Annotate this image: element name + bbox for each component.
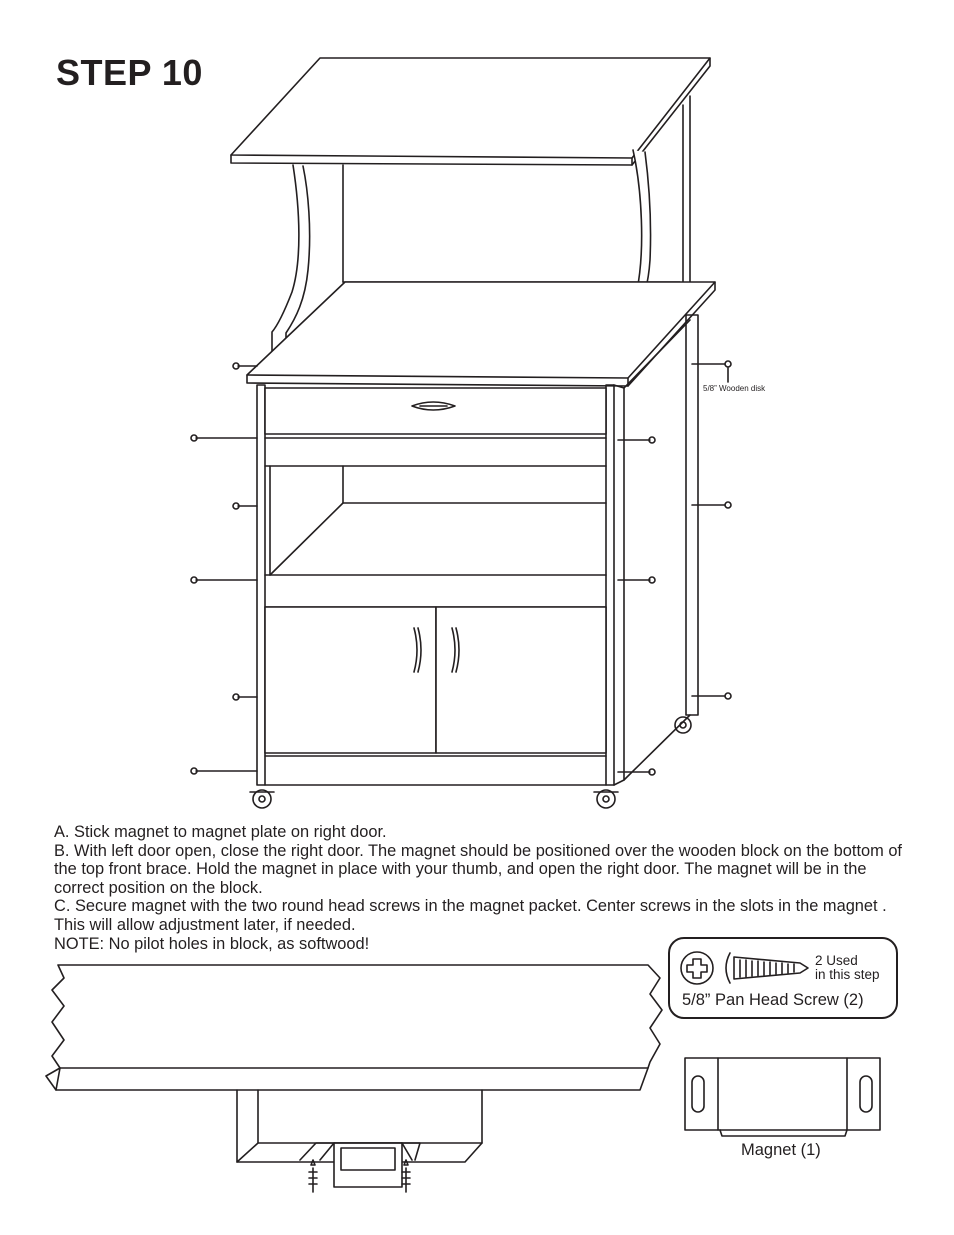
step-title: STEP 10 [56, 52, 203, 93]
wooden-disk-label: 5/8” Wooden disk [703, 384, 766, 393]
instructions-block [54, 823, 904, 953]
screw-part-name: 5/8” Pan Head Screw (2) [682, 991, 864, 1009]
counter-top [247, 282, 715, 386]
magnet-part [685, 1058, 880, 1136]
screw-qty-line1: 2 Used [815, 953, 858, 968]
screw-qty-line2: in this step [815, 967, 880, 982]
instruction-c: C. Secure magnet with the two round head screws in the magnet packet. Center screws in the slots in the magnet . This will allow adjustment later, if needed. [54, 897, 887, 934]
instruction-b: B. With left door open, close the right door. The magnet should be positioned over the wooden block on the bottom of the top front brace. Hold the magnet in place with your thumb, and open the right door. The magnet will be in the correct position on the block. [54, 841, 902, 897]
screw-parts-box [668, 937, 898, 1019]
instruction-note: NOTE: No pilot holes in block, as softwood! [54, 934, 370, 953]
brace-detail [46, 965, 662, 1192]
instruction-a: A. Stick magnet to magnet plate on right door. [54, 823, 387, 841]
magnet-part-name: Magnet (1) [741, 1141, 821, 1159]
screw-quantity [815, 954, 880, 982]
